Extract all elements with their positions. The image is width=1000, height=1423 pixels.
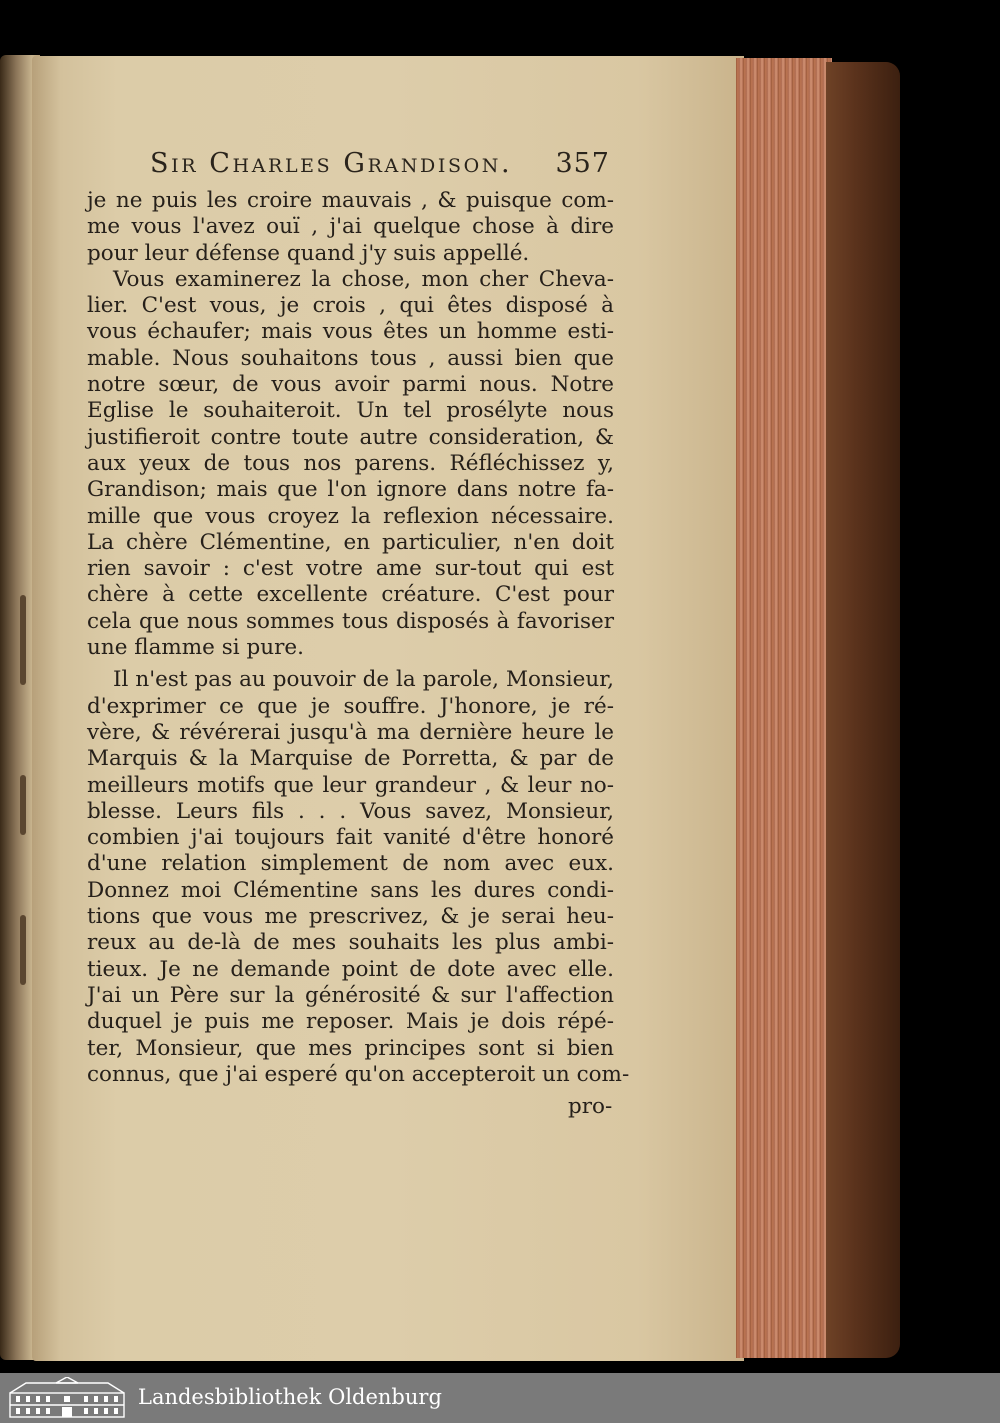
text-line: duquel je puis me reposer. Mais je dois répé- [87, 1009, 614, 1035]
text-line: pour leur défense quand j'y suis appellé. [87, 240, 530, 266]
text-line: aux yeux de tous nos parens. Réfléchissez y, [87, 450, 614, 476]
text-line: lier. C'est vous, je crois , qui êtes disposé à [87, 293, 614, 319]
text-line: chère à cette excellente créature. C'est pour [87, 582, 614, 608]
text-line: ter, Monsieur, que mes principes sont si bien [87, 1035, 614, 1061]
text-line: cela que nous sommes tous disposés à favoriser [87, 608, 614, 634]
text-line: combien j'ai toujours fait vanité d'être honoré [87, 825, 614, 851]
library-name: Landesbibliothek Oldenburg [138, 1385, 442, 1409]
text-line: tieux. Je ne demande point de dote avec elle. [87, 956, 614, 982]
text-line: justifieroit contre toute autre consideration, & [87, 424, 614, 450]
text-line: d'exprimer ce que je souffre. J'honore, je ré- [87, 693, 614, 719]
text-line: mable. Nous souhaitons tous , aussi bien que [87, 345, 614, 371]
text-line: connus, que j'ai esperé qu'on accepteroit un com- [87, 1061, 630, 1087]
text-line: je ne puis les croire mauvais , & puisque com- [87, 188, 614, 213]
book-cover [826, 62, 900, 1358]
text-line: J'ai un Père sur la générosité & sur l'affection [87, 982, 614, 1008]
library-building-icon [6, 1377, 128, 1423]
text-line: rien savoir : c'est votre ame sur-tout qui est [87, 556, 614, 582]
text-line: Vous examinerez la chose, mon cher Cheva- [113, 266, 614, 292]
text-line: tions que vous me prescrivez, & je serai heu- [87, 904, 614, 930]
text-line: mille que vous croyez la reflexion nécessaire. [87, 503, 614, 529]
text-line: Eglise le souhaiteroit. Un tel prosélyte nous [87, 398, 614, 424]
text-line: blesse. Leurs fils . . . Vous savez, Monsieur, [87, 798, 614, 824]
footer-bar [0, 1373, 1000, 1423]
running-title: Sir Charles Grandison. [150, 148, 513, 179]
text-line: Il n'est pas au pouvoir de la parole, Monsieur, [113, 667, 614, 693]
body-text [87, 188, 630, 1088]
text-line: La chère Clémentine, en particulier, n'en doit [87, 529, 614, 555]
text-line: meilleurs motifs que leur grandeur , & leur no- [87, 772, 614, 798]
running-header [150, 148, 610, 179]
text-line: vère, & révérerai jusqu'à ma dernière heure le [87, 719, 614, 745]
page-edges [736, 58, 832, 1358]
text-line: d'une relation simplement de nom avec eux. [87, 851, 614, 877]
text-line: vous échaufer; mais vous êtes un homme esti- [87, 319, 614, 345]
text-line: reux au de-là de mes souhaits les plus ambi- [87, 930, 614, 956]
text-line: notre sœur, de vous avoir parmi nous. Notre [87, 372, 614, 398]
text-line: Grandison; mais que l'on ignore dans notre fa- [87, 477, 614, 503]
text-line: une flamme si pure. [87, 635, 304, 661]
text-line: me vous l'avez ouï , j'ai quelque chose à dire [87, 214, 614, 240]
text-line: Marquis & la Marquise de Porretta, & par de [87, 746, 614, 772]
page-number: 357 [555, 148, 610, 179]
text-line: Donnez moi Clémentine sans les dures condi- [87, 877, 614, 903]
catchword: pro- [568, 1094, 613, 1119]
